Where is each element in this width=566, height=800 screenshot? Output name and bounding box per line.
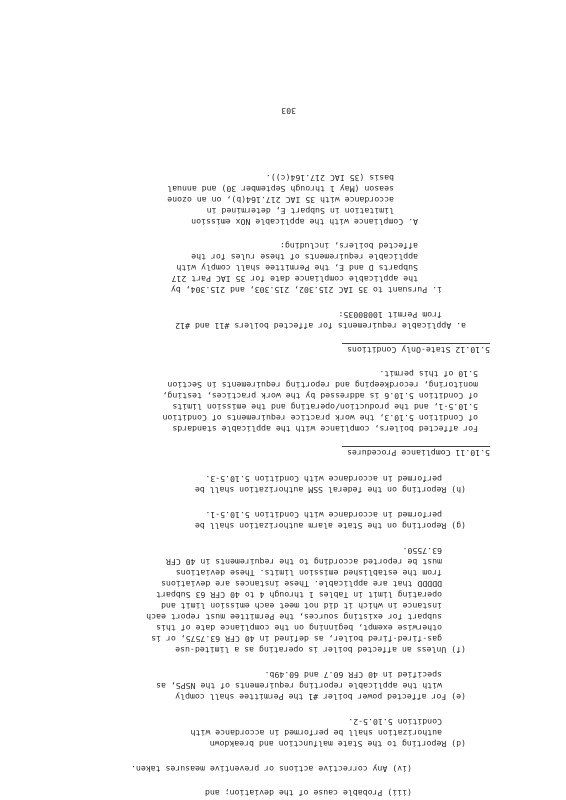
text-line: applicable requirements of these rules for the bbox=[191, 252, 418, 262]
text-line: monitoring, recordkeeping and reporting requirements in Section bbox=[167, 380, 478, 390]
text-line: season (May 1 through September 30) and annual bbox=[167, 184, 394, 194]
text-line: Subparts D and E, the Permittee shall comply with bbox=[176, 263, 418, 273]
text-line: (f) Unless an affected boiler is operating as a limited-use bbox=[175, 645, 466, 655]
text-line: of Condition 5.10.6 is addressed by the work practices, testing, bbox=[162, 391, 478, 401]
text-line: operating limit in Tables 1 through 4 to 40 CFR 63 Subpart bbox=[156, 590, 442, 600]
text-line: (d) Reporting to the State malfunction and breakdown bbox=[209, 739, 466, 749]
text-line: i. Pursuant to 35 IAC 215.302, 215.303, and 215.304, by bbox=[170, 285, 442, 295]
text-line: of Condition 5.10.3, the work practice requirements of Condition bbox=[162, 413, 478, 423]
text-line: (h) Reporting on the federal SSM authorization shall be bbox=[194, 485, 466, 495]
section-heading: 5.10.11 Compliance Procedures bbox=[347, 448, 490, 458]
text-line: specified in 40 CFR 60.7 and 60.49b. bbox=[264, 670, 442, 680]
text-line: basis (35 IAC 217.164(c)). bbox=[265, 173, 394, 183]
text-line: DDDDD that are applicable. These instances are deviations bbox=[161, 579, 442, 589]
text-line: instance in which it did not meet each emission limit and bbox=[161, 601, 442, 611]
text-line: performed in accordance with Condition 5.10.5-1. bbox=[205, 510, 442, 520]
text-line: affected boilers, including: bbox=[279, 241, 418, 251]
text-line: accordance with 35 IAC 217.164(b), on an ozone bbox=[167, 195, 394, 205]
text-line: gas-fired-fired boiler, as defined in 40 CFR 63.7575, or is bbox=[151, 634, 442, 644]
text-line: Condition 5.10.5-2. bbox=[348, 717, 442, 727]
text-line: authorization shall be performed in accordance with bbox=[190, 728, 442, 738]
text-line: (iv) Any corrective actions or preventive measures taken. bbox=[131, 764, 412, 774]
text-line: 63.7550. bbox=[402, 546, 442, 556]
text-line: A. Compliance with the applicable NOx emission bbox=[191, 217, 418, 227]
text-line: (g) Reporting on the State alarm authorization shall be bbox=[194, 521, 466, 531]
text-line: 5.10.5-1, and the production/operating and the emission limits bbox=[172, 402, 478, 412]
text-line: performed in accordance with Condition 5.10.5-3. bbox=[205, 474, 442, 484]
heading-underline bbox=[342, 446, 490, 447]
page-number: 303 bbox=[281, 106, 296, 116]
text-line: 5.10 of this permit. bbox=[379, 369, 478, 379]
heading-underline bbox=[342, 343, 490, 344]
text-line: from Permit 10080035: bbox=[338, 310, 442, 320]
section-heading: 5.10.12 State-Only Conditions bbox=[347, 345, 490, 355]
text-line: subpart for existing sources, the Permittee must report each bbox=[146, 612, 442, 622]
text-line: otherwise exempt, beginning on the compliance date of this bbox=[156, 623, 442, 633]
text-line: from the established emission limits. These deviations bbox=[175, 568, 442, 578]
text-line: with the applicable reporting requirements of the NSPS, as bbox=[156, 681, 442, 691]
text-line: the applicable compliance date for 35 IAC Part 217 bbox=[171, 274, 418, 284]
text-line: must be reported according to the requirements in 40 CFR bbox=[165, 557, 442, 567]
text-line: For affected boilers, compliance with the applicable standards bbox=[172, 424, 478, 434]
text-line: (e) For affected power boiler #1 the Permittee shall comply bbox=[175, 692, 466, 702]
text-line: a. Applicable requirements for affected boilers #11 and #12 bbox=[175, 321, 466, 331]
text-line: (iii) Probable cause of the deviation; and bbox=[204, 788, 412, 798]
text-line: limitation in Subpart E, determined in bbox=[206, 206, 394, 216]
